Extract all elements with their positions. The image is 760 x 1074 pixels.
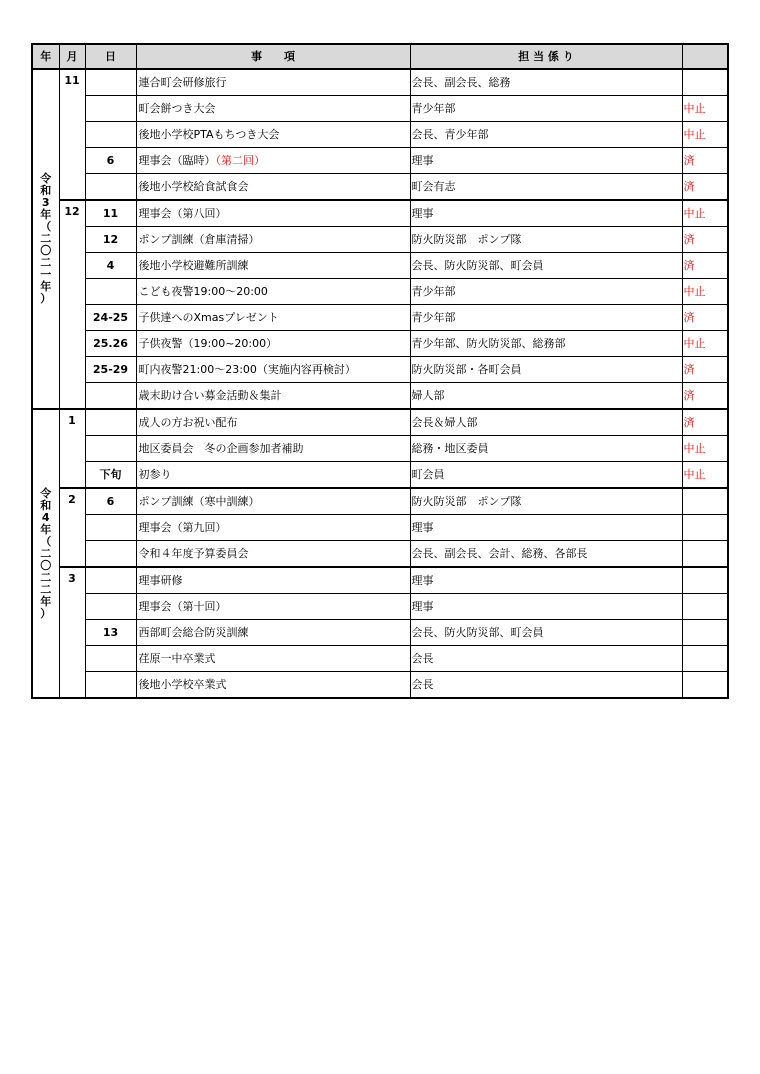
- item-cell: 町内夜警21:00～23:00（実施内容再検討）: [136, 357, 410, 383]
- table-row: [32, 69, 728, 96]
- item-cell: 後地小学校避難所訓練: [136, 253, 410, 279]
- month-cell: 1: [59, 409, 85, 488]
- day-cell: 下旬: [85, 462, 136, 489]
- table-row: [32, 409, 728, 436]
- year-char: ）: [40, 292, 52, 305]
- day-cell: [85, 436, 136, 462]
- table-row: [32, 305, 728, 331]
- month-cell: 12: [59, 200, 85, 409]
- table-row: [32, 227, 728, 253]
- table-row: [32, 383, 728, 410]
- status-cell: 済: [682, 148, 728, 174]
- responsible-cell: 会長: [410, 646, 682, 672]
- year-char: 二: [40, 256, 52, 269]
- year-char: 3: [41, 196, 50, 209]
- day-cell: 11: [85, 200, 136, 227]
- item-cell: ポンプ訓練（倉庫清掃）: [136, 227, 410, 253]
- year-char: 年: [40, 594, 52, 608]
- responsible-cell: 防火防災部・各町会員: [410, 357, 682, 383]
- item-cell: こども夜警19:00～20:00: [136, 279, 410, 305]
- responsible-cell: 会長＆婦人部: [410, 409, 682, 436]
- year-char: 二: [40, 232, 52, 245]
- header-year: 年: [32, 44, 59, 69]
- table-row: [32, 253, 728, 279]
- item-text: 理事会（臨時）: [138, 153, 216, 167]
- year-char: 年: [40, 208, 52, 221]
- item-cell: 荏原一中卒業式: [136, 646, 410, 672]
- status-cell: [682, 620, 728, 646]
- year-char: 年: [40, 280, 52, 293]
- day-cell: [85, 594, 136, 620]
- table-row: [32, 436, 728, 462]
- status-cell: 済: [682, 357, 728, 383]
- responsible-cell: 総務・地区委員: [410, 436, 682, 462]
- responsible-cell: 会長、副会長、総務: [410, 69, 682, 96]
- item-cell: 後地小学校PTAもちつき大会: [136, 122, 410, 148]
- responsible-cell: 防火防災部 ポンプ隊: [410, 488, 682, 515]
- item-cell: ポンプ訓練（寒中訓練）: [136, 488, 410, 515]
- status-cell: 済: [682, 383, 728, 410]
- responsible-cell: 会長、青少年部: [410, 122, 682, 148]
- year-cell-reiwa3: [32, 69, 59, 409]
- year-char: 二: [40, 546, 52, 560]
- day-cell: 25-29: [85, 357, 136, 383]
- item-cell: 成人の方お祝い配布: [136, 409, 410, 436]
- month-cell: 3: [59, 567, 85, 698]
- day-cell: [85, 69, 136, 96]
- responsible-cell: 会長、防火防災部、町会員: [410, 620, 682, 646]
- item-cell: 初参り: [136, 462, 410, 489]
- responsible-cell: 理事: [410, 200, 682, 227]
- year-char: 和: [40, 184, 52, 197]
- responsible-cell: 理事: [410, 567, 682, 594]
- status-cell: 済: [682, 253, 728, 279]
- table-row: [32, 515, 728, 541]
- table-row: [32, 488, 728, 515]
- item-cell: 理事会（第十回）: [136, 594, 410, 620]
- year-char: ）: [40, 606, 52, 620]
- responsible-cell: 青少年部: [410, 279, 682, 305]
- year-char: 〇: [40, 558, 52, 572]
- item-cell: 令和４年度予算委員会: [136, 541, 410, 568]
- responsible-cell: 青少年部: [410, 96, 682, 122]
- day-cell: [85, 174, 136, 201]
- day-cell: 4: [85, 253, 136, 279]
- item-cell: 子供夜警（19:00~20:00）: [136, 331, 410, 357]
- status-cell: [682, 488, 728, 515]
- status-cell: 中止: [682, 331, 728, 357]
- header-status: [682, 44, 728, 69]
- table-row: [32, 96, 728, 122]
- day-cell: [85, 567, 136, 594]
- item-cell: 後地小学校給食試食会: [136, 174, 410, 201]
- status-cell: 中止: [682, 462, 728, 489]
- header-responsible: 担 当 係 り: [410, 44, 682, 69]
- item-cell: 地区委員会 冬の企画参加者補助: [136, 436, 410, 462]
- item-cell: 西部町会総合防災訓練: [136, 620, 410, 646]
- item-cell: 後地小学校卒業式: [136, 672, 410, 699]
- day-cell: [85, 541, 136, 568]
- responsible-cell: 理事: [410, 594, 682, 620]
- year-char: 4: [41, 510, 50, 524]
- header-day: 日: [85, 44, 136, 69]
- day-cell: [85, 383, 136, 410]
- table-row: [32, 567, 728, 594]
- header-item: 事 項: [136, 44, 410, 69]
- year-char: （: [40, 534, 52, 548]
- status-cell: [682, 515, 728, 541]
- status-cell: 中止: [682, 279, 728, 305]
- table-row: [32, 620, 728, 646]
- item-cell: 町会餅つき大会: [136, 96, 410, 122]
- responsible-cell: 町会有志: [410, 174, 682, 201]
- day-cell: 6: [85, 148, 136, 174]
- table-row: [32, 672, 728, 699]
- status-cell: 済: [682, 305, 728, 331]
- day-cell: 24-25: [85, 305, 136, 331]
- year-char: 〇: [40, 244, 52, 257]
- year-char: 年: [40, 522, 52, 536]
- status-cell: 中止: [682, 436, 728, 462]
- status-cell: [682, 594, 728, 620]
- table-row: [32, 462, 728, 489]
- schedule-table: [31, 43, 729, 699]
- item-red-text: （第二回）: [215, 153, 265, 167]
- month-cell: 11: [59, 69, 85, 200]
- day-cell: 25.26: [85, 331, 136, 357]
- month-cell: 2: [59, 488, 85, 567]
- status-cell: 中止: [682, 200, 728, 227]
- year-char: 令: [40, 172, 52, 185]
- year-char: 和: [40, 498, 52, 512]
- status-cell: [682, 646, 728, 672]
- status-cell: 中止: [682, 96, 728, 122]
- status-cell: 済: [682, 174, 728, 201]
- responsible-cell: 理事: [410, 515, 682, 541]
- day-cell: [85, 646, 136, 672]
- table-row: [32, 200, 728, 227]
- table-row: [32, 122, 728, 148]
- status-cell: 中止: [682, 122, 728, 148]
- table-row: [32, 174, 728, 201]
- status-cell: [682, 672, 728, 699]
- responsible-cell: 青少年部: [410, 305, 682, 331]
- responsible-cell: 婦人部: [410, 383, 682, 410]
- item-cell: 子供達へのXmasプレゼント: [136, 305, 410, 331]
- responsible-cell: 防火防災部 ポンプ隊: [410, 227, 682, 253]
- item-cell: [136, 148, 410, 174]
- header-row: [32, 44, 728, 69]
- day-cell: 6: [85, 488, 136, 515]
- table-row: [32, 594, 728, 620]
- day-cell: [85, 96, 136, 122]
- year-char: 二: [40, 570, 52, 584]
- year-cell-reiwa4: [32, 409, 59, 698]
- table-row: [32, 148, 728, 174]
- status-cell: 済: [682, 409, 728, 436]
- responsible-cell: 会長、防火防災部、町会員: [410, 253, 682, 279]
- day-cell: [85, 672, 136, 699]
- item-cell: 歳末助け合い募金活動＆集計: [136, 383, 410, 410]
- item-cell: 理事研修: [136, 567, 410, 594]
- responsible-cell: 会長: [410, 672, 682, 699]
- day-cell: 13: [85, 620, 136, 646]
- year-char: （: [40, 220, 52, 233]
- year-char: 一: [40, 268, 52, 281]
- day-cell: [85, 409, 136, 436]
- item-cell: 理事会（第八回）: [136, 200, 410, 227]
- responsible-cell: 青少年部、防火防災部、総務部: [410, 331, 682, 357]
- day-cell: 12: [85, 227, 136, 253]
- day-cell: [85, 515, 136, 541]
- day-cell: [85, 279, 136, 305]
- status-cell: [682, 541, 728, 568]
- table-row: [32, 357, 728, 383]
- responsible-cell: 会長、副会長、会計、総務、各部長: [410, 541, 682, 568]
- item-cell: 理事会（第九回）: [136, 515, 410, 541]
- item-cell: 連合町会研修旅行: [136, 69, 410, 96]
- responsible-cell: 町会員: [410, 462, 682, 489]
- table-row: [32, 279, 728, 305]
- year-char: 二: [40, 582, 52, 596]
- year-char: 令: [40, 486, 52, 500]
- status-cell: 済: [682, 227, 728, 253]
- status-cell: [682, 69, 728, 96]
- table-row: [32, 646, 728, 672]
- table-row: [32, 331, 728, 357]
- header-month: 月: [59, 44, 85, 69]
- day-cell: [85, 122, 136, 148]
- status-cell: [682, 567, 728, 594]
- responsible-cell: 理事: [410, 148, 682, 174]
- table-row: [32, 541, 728, 568]
